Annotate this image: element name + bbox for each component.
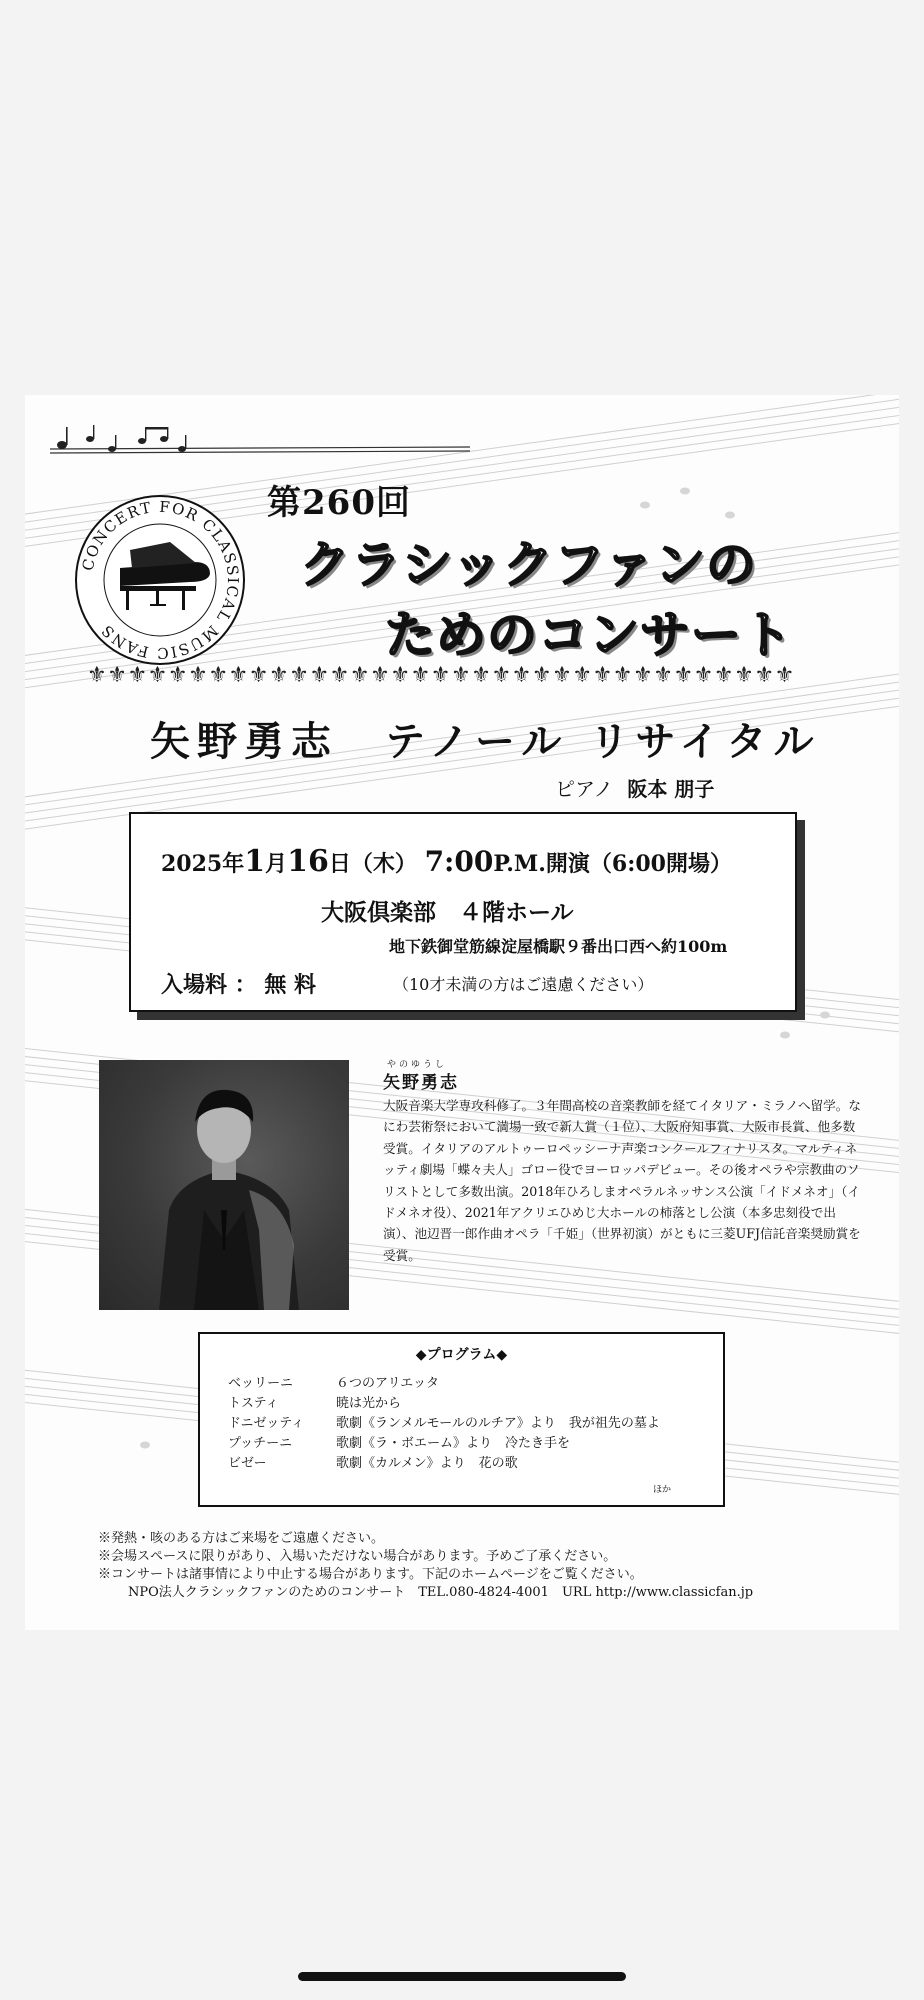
pianist-name: 阪本 朋子 [627,777,715,801]
home-indicator[interactable] [298,1972,626,1981]
program-box [198,1332,725,1507]
note-line: ※コンサートは諸事情により中止する場合があります。下記のホームページをご覧ください。 [98,1567,643,1582]
organizer-contact: NPO法人クラシックファンのためのコンサート TEL.080-4824-4001 URL http://www.classicfan.jp [128,1585,754,1600]
program-item [228,1392,660,1412]
program-work: 歌劇《カルメン》より 花の歌 [336,1456,518,1471]
program-composer: ビゼー [228,1456,267,1471]
event-time: 7:00 [424,845,494,878]
event-info-box [129,812,797,1012]
program-composer: トスティ [228,1396,279,1411]
program-item [228,1412,660,1432]
title-line-2: ためのコンサート [385,606,793,664]
program-composer: ベッリーニ [228,1376,294,1391]
program-work: 暁は光から [336,1396,402,1411]
program-work: 歌劇《ランメルモールのルチア》より 我が祖先の墓よ [336,1416,660,1431]
bio-name-ruby: やのゆうし [387,1060,448,1070]
program-title: ◆プログラム◆ [415,1347,508,1363]
note-line: ※会場スペースに限りがあり、入場いただけない場合があります。予めご了承ください。 [98,1549,617,1564]
venue-name: 大阪倶楽部 ４階ホール [321,899,574,926]
program-list [228,1372,660,1472]
date-time-line [161,844,732,879]
program-composer: ドニゼッティ [228,1416,305,1431]
title-line-1: クラシックファンの [300,536,757,594]
admission-note: （10才未満の方はご遠慮ください） [393,975,654,994]
edition-number: 第260回 [267,483,411,523]
concert-emblem [70,490,250,670]
concert-flyer [25,395,899,1630]
program-item [228,1452,660,1472]
music-notes-ornament [50,423,470,463]
program-composer: プッチーニ [228,1436,293,1451]
venue-access: 地下鉄御堂筋線淀屋橋駅９番出口西へ約100m [389,937,728,956]
event-month: 1 [244,844,266,879]
program-work: 歌劇《ラ・ボエーム》より 冷たき手を [336,1436,571,1451]
event-month-unit: 月 [265,851,288,877]
fleur-de-lis-divider: ⚜⚜⚜⚜⚜⚜⚜⚜⚜⚜⚜⚜⚜⚜⚜⚜⚜⚜⚜⚜⚜⚜⚜⚜⚜⚜⚜⚜⚜⚜⚜⚜⚜⚜⚜ [87,663,795,688]
event-time-label: P.M.開演（6:00開場） [493,851,732,877]
program-etc: ほか [652,1485,671,1495]
note-line: ※発熱・咳のある方はご来場をご遠慮ください。 [98,1531,385,1546]
program-item [228,1432,660,1452]
pianist-label: ピアノ [555,777,614,801]
footer-notes [98,1530,753,1602]
event-day: 16 [287,844,329,879]
bio-text: 大阪音楽大学専攻科修了。３年間高校の音楽教師を経てイタリア・ミラノへ留学。なにわ芸術祭において満場一致で新人賞（１位）、大阪府知事賞、大阪市長賞、他多数受賞。イタリアのアルトゥーロペッシーナ声楽コンクールフィナリスタ。マルティネッティ劇場「蝶々夫人」ゴロー役でヨーロッパデビュー。その後オペラや宗教曲のソリストとして多数出演。2018年ひろしまオペラルネッサンス公演「イドメネオ」（イドメネオ役）、2021年アクリエひめじ大ホールの柿落とし公演（本多忠刻役で出演）、池辺晋一郎作曲オペラ「千姫」（世界初演）がともに三菱UFJ信託音楽奨励賞を受賞。 [383,1098,861,1263]
performer-title: 矢野勇志 テノール リサイタル [150,719,821,765]
bio-name: 矢野勇志 [383,1073,459,1093]
program-item [228,1372,660,1392]
performer-photo [99,1060,349,1310]
admission-fee: 入場料 ： 無 料 [161,972,316,998]
event-weekday: 日（木） [328,851,417,877]
event-year: 2025年 [161,851,245,877]
pianist-credit [555,773,714,802]
program-work: ６つのアリエッタ [336,1376,439,1391]
svg-text:CONCERT FOR CLASSICAL MUSIC FA: CONCERT FOR CLASSICAL MUSIC FANS [78,497,243,663]
